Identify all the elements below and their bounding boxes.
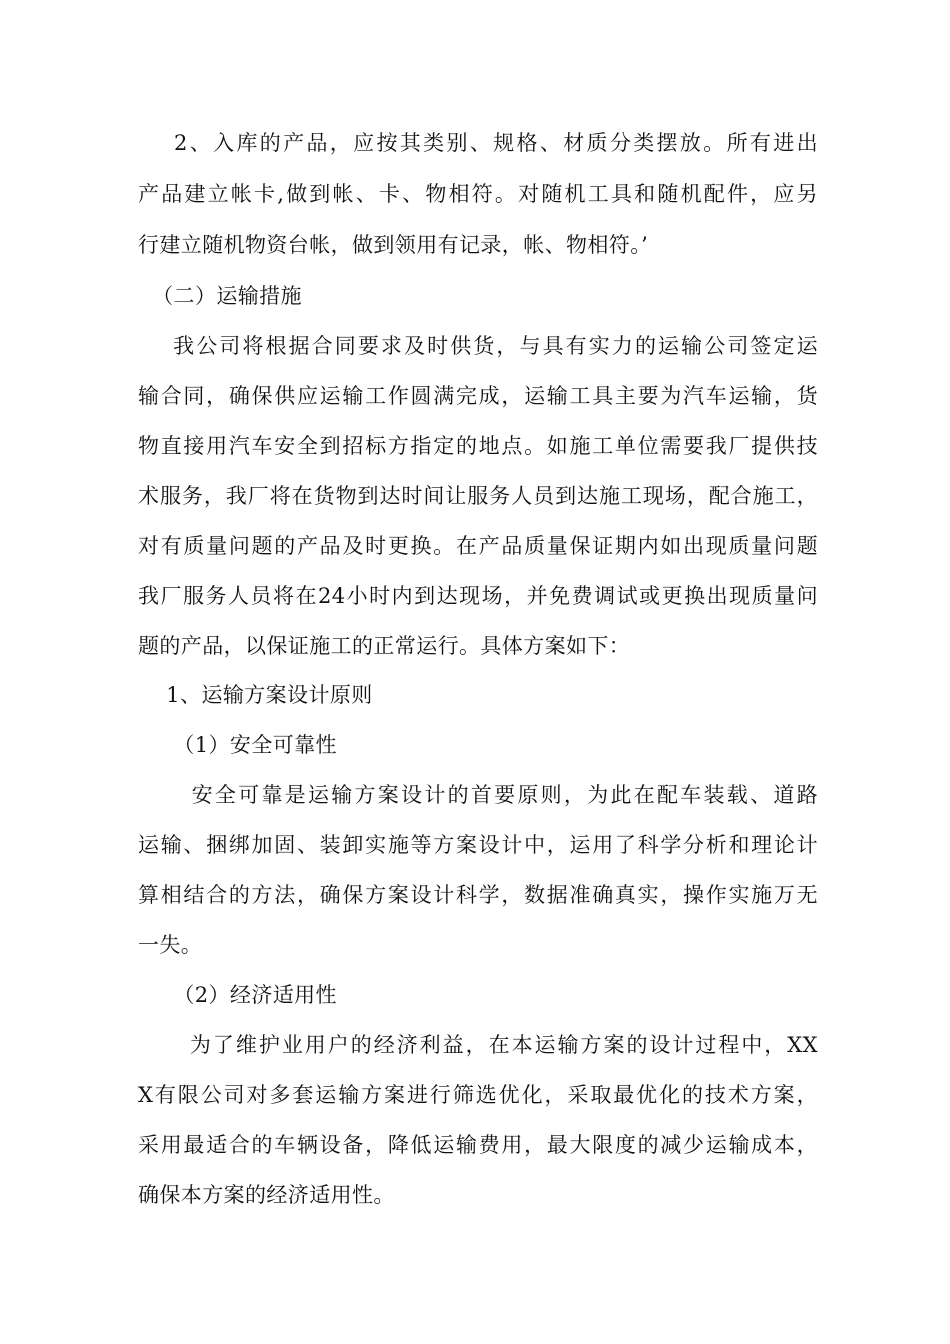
subsection-heading: （2）经济适用性 <box>138 983 337 1007</box>
text-line: 运输、捆绑加固、装卸实施等方案设计中，运用了科学分析和理论计 <box>138 833 818 857</box>
text-line: 一失。 <box>138 933 203 957</box>
text-line: 行建立随机物资台帐，做到领用有记录，帐、物相符。’ <box>138 233 649 257</box>
text-line: 我公司将根据合同要求及时供货，与具有实力的运输公司签定运 <box>138 334 818 358</box>
text-line: 确保本方案的经济适用性。 <box>138 1183 395 1207</box>
text-line: 我厂服务人员将在24小时内到达现场，并免费调试或更换出现质量问 <box>138 584 818 608</box>
text-line: 采用最适合的车辆设备，降低运输费用，最大限度的减少运输成本， <box>138 1133 818 1157</box>
text-line: 产品建立帐卡,做到帐、卡、物相符。对随机工具和随机配件，应另 <box>138 182 818 206</box>
text-line: 为了维护业用户的经济利益，在本运输方案的设计过程中，XX <box>138 1033 818 1057</box>
text-line: 安全可靠是运输方案设计的首要原则，为此在配车装载、道路 <box>138 783 818 807</box>
text-line: 物直接用汽车安全到招标方指定的地点。如施工单位需要我厂提供技 <box>138 434 818 458</box>
subsection-heading: 1、运输方案设计原则 <box>138 683 373 707</box>
text-line: 术服务，我厂将在货物到达时间让服务人员到达施工现场，配合施工， <box>138 484 818 508</box>
section-heading: （二）运输措施 <box>138 284 302 308</box>
text-line: 2、入库的产品，应按其类别、规格、材质分类摆放。所有进出 <box>138 131 818 155</box>
text-line: 题的产品，以保证施工的正常运行。具体方案如下： <box>138 634 631 658</box>
text-line: 输合同，确保供应运输工作圆满完成，运输工具主要为汽车运输，货 <box>138 384 818 408</box>
subsection-heading: （1）安全可靠性 <box>138 733 337 757</box>
text-line: 算相结合的方法，确保方案设计科学，数据准确真实，操作实施万无 <box>138 883 818 907</box>
text-line: X有限公司对多套运输方案进行筛选优化，采取最优化的技术方案， <box>138 1083 818 1107</box>
text-line: 对有质量问题的产品及时更换。在产品质量保证期内如出现质量问题 <box>138 534 818 558</box>
